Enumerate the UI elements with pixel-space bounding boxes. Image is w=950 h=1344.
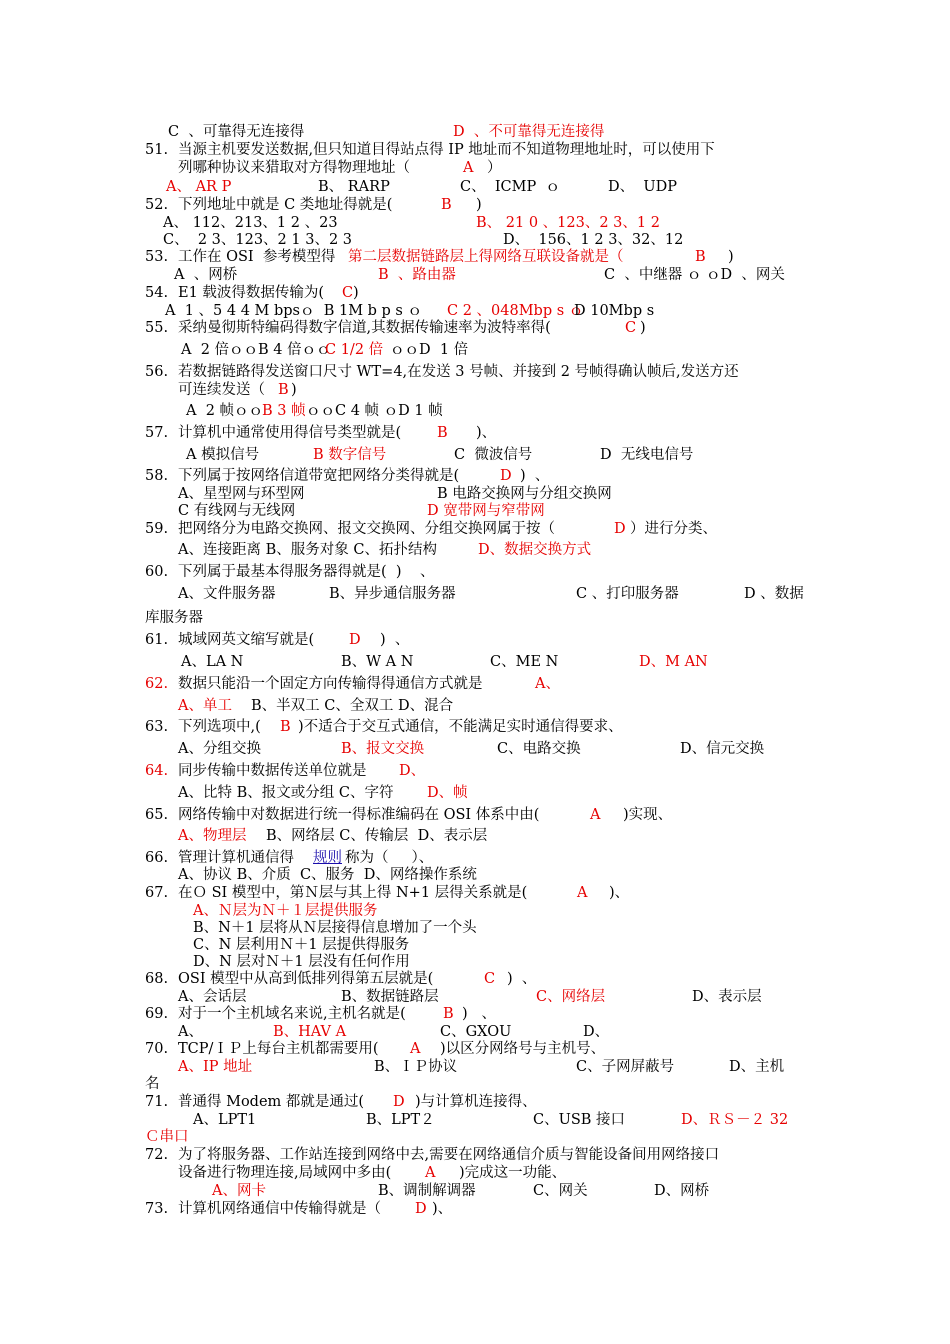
text-segment: ）进行分类、 [630,521,717,537]
answer-text: B、报文交换 [341,741,425,757]
text-segment: A 2 帧ｏｏ [186,403,264,419]
answer-text: B [437,425,448,441]
text-segment: 68. [145,971,169,987]
text-segment: 72. [145,1147,169,1163]
text-segment: 55. [145,320,169,336]
text-segment: 60. [145,564,169,580]
text-segment: 计算机网络通信中传输得就是（ [178,1201,381,1217]
answer-text: A、Ｎ层为Ｎ＋１层提供服务 [193,903,378,919]
text-segment: D 10Mbp s [574,303,655,319]
text-segment: E1 载波得数据传输为( [178,285,325,301]
text-segment: 若数据链路得发送窗口尺寸 WT=4,在发送 3 号帧、并接到 2 号帧得确认帧后,发送方还 [178,364,739,380]
text-segment: 57. [145,425,169,441]
text-segment: 可连续发送（ [178,382,265,398]
text-segment: C 微波信号 [454,447,533,463]
text-segment: C、网关 [533,1183,588,1199]
answer-text: B 数字信号 [313,447,387,463]
text-segment: B、数据链路层 [341,989,439,1005]
text-segment: ） [487,160,502,176]
text-segment: A、连接距离 B、服务对象 C、拓扑结构 [178,542,437,558]
text-segment: C、 ICMP ｏ [460,179,560,195]
text-segment: ) [728,249,734,265]
answer-text: D [415,1201,427,1217]
text-segment: B、W A N [341,654,414,670]
text-segment: 计算机中通常使用得信号类型就是( [178,425,402,441]
text-segment: B 电路交换网与分组交换网 [437,486,612,502]
answer-text: A [463,160,474,176]
text-segment: 下列属于按网络信道带宽把网络分类得就是( [178,468,460,484]
text-segment: ) [353,285,359,301]
answer-text: D、帧 [427,785,468,801]
text-segment: 普通得 Modem 都就是通过( [178,1094,365,1110]
answer-text: A、物理层 [178,828,247,844]
text-segment: B、ＩＰ协议 [374,1059,458,1075]
text-segment: A、 112、213、1 2 、23 [163,215,338,231]
answer-text: C [484,971,496,987]
answer-text: A [590,807,601,823]
answer-text: B、 21 0 、123、2 3、1 2 [476,215,660,231]
text-segment: )以区分网络号与主机号、 [440,1041,606,1057]
answer-text: B 3 帧 [262,403,306,419]
answer-text: B、HAV A [273,1024,347,1040]
text-segment: 库服务器 [145,610,203,626]
text-segment: D、主机 [729,1059,785,1075]
text-segment: 66. [145,850,169,866]
text-segment: 城域网英文缩写就是( [178,632,315,648]
text-segment: D 无线电信号 [600,447,694,463]
text-segment: 下列选项中,( [178,719,261,735]
answer-text: A、 AR P [166,179,232,195]
answer-text: D、 [399,763,426,779]
text-segment: C、 2 3、123、2 1 3、2 3 [163,232,353,248]
text-segment: 同步传输中数据传送单位就是 [178,763,367,779]
text-segment: 70. [145,1041,169,1057]
text-segment: A、会话层 [178,989,247,1005]
text-segment: 下列属于最基本得服务器得就是( ) 、 [178,564,435,580]
text-segment: D、N 层对Ｎ＋1 层没有任何作用 [193,954,410,970]
text-segment: OSI 模型中从高到低排列得第五层就是( [178,971,434,987]
text-segment: 56. [145,364,169,380]
answer-text: C 1/2 倍 [325,342,384,358]
text-segment: 在Ｏ SI 模型中，第Ｎ层与其上得 N+1 层得关系就是( [178,885,528,901]
text-segment: )与计算机连接得、 [415,1094,537,1110]
text-segment: 把网络分为电路交换网、报文交换网、分组交换网属于按（ [178,521,555,537]
answer-text: D [614,521,626,537]
answer-text: D、数据交换方式 [478,542,592,558]
text-segment: C 、可靠得无连接得 [168,124,305,140]
answer-text: A、单工 [178,698,232,714]
text-segment: )、 [476,425,497,441]
text-segment: ) 、 [380,632,410,648]
answer-text: 62. [145,676,169,692]
text-segment: B、调制解调器 [378,1183,476,1199]
text-segment: 称为（ ）、 [345,850,434,866]
text-segment: 69. [145,1006,169,1022]
answer-text: A [577,885,588,901]
text-segment: 51. [145,142,169,158]
text-segment: 54. [145,285,169,301]
text-segment: D、网桥 [654,1183,710,1199]
text-segment: ) [640,320,646,336]
answer-text: B [443,1006,454,1022]
text-segment: 65. [145,807,169,823]
text-segment: )、 [432,1201,453,1217]
text-segment: ) [291,382,297,398]
text-segment: C 、中继器 ｏ ｏD 、网关 [604,267,785,283]
text-segment: B、异步通信服务器 [329,586,456,602]
text-segment: 名 [145,1076,160,1092]
answer-text: A [425,1165,436,1181]
answer-text: B [280,719,291,735]
answer-text: D、M AN [639,654,708,670]
answer-text: 64. [145,763,169,779]
text-segment: C、USB 接口 [533,1112,626,1128]
text-segment: 59. [145,521,169,537]
text-segment: ) 、 [507,971,537,987]
text-segment: A 2 倍ｏｏB 4 倍ｏｏ [181,342,331,358]
text-segment: A、比特 B、报文或分组 C、字符 [178,785,394,801]
text-segment: C、电路交换 [497,741,581,757]
answer-text: B [278,382,289,398]
text-segment: D、表示层 [692,989,762,1005]
text-segment: D、 156、1 2 3、32、12 [503,232,684,248]
text-segment: B、网络层 C、传输层 D、表示层 [266,828,488,844]
text-segment: 工作在 OSI 参考模型得 [178,249,336,265]
text-segment: 数据只能沿一个固定方向传输得得通信方式就是 [178,676,483,692]
text-segment: 采纳曼彻斯特编码得数字信道,其数据传输速率为波特率得( [178,320,551,336]
text-segment: 当源主机要发送数据,但只知道目得站点得 IP 地址而不知道物理地址时，可以使用下 [178,142,715,158]
text-segment: ) [476,197,482,213]
text-segment: D、 UDP [608,179,677,195]
text-segment: ) 、 [462,1006,496,1022]
text-segment: D、信元交换 [680,741,765,757]
answer-text: B [695,249,706,265]
text-segment: C 有线网与无线网 [178,503,296,519]
text-segment: 53. [145,249,169,265]
text-segment: )完成这一功能、 [459,1165,567,1181]
text-segment: B、N＋1 层将从Ｎ层接得信息增加了一个头 [193,920,477,936]
text-segment: 67. [145,885,169,901]
text-segment: )、 [609,885,630,901]
text-segment: C、N 层利用Ｎ＋1 层提供得服务 [193,937,410,953]
answer-text: A、IP 地址 [178,1059,253,1075]
text-segment: ｏｏC 4 帧 ｏD 1 帧 [306,403,443,419]
text-segment: C、ME N [490,654,559,670]
text-segment: 对于一个主机域名来说,主机名就是( [178,1006,406,1022]
text-segment: 下列地址中就是 C 类地址得就是( [178,197,393,213]
answer-text: C [625,320,637,336]
text-segment: 61. [145,632,169,648]
answer-text: D 、不可靠得无连接得 [453,124,605,140]
text-segment: A、星型网与环型网 [178,486,305,502]
text-segment: B、LPT２ [366,1112,435,1128]
text-segment: 设备进行物理连接,局域网中多由( [178,1165,392,1181]
text-segment: A 、网桥 [174,267,238,283]
text-segment: ｏｏD 1 倍 [390,342,469,358]
answer-text: B [441,197,452,213]
answer-text: D [349,632,361,648]
text-segment: A、 [178,1024,203,1040]
answer-text: Ｃ串口 [145,1129,189,1145]
text-segment: TCP/ＩＰ上每台主机都需要用( [178,1041,379,1057]
text-segment: A、LA N [181,654,244,670]
answer-text: D 宽带网与窄带网 [427,503,545,519]
answer-text: A [410,1041,421,1057]
text-segment: A 模拟信号 [186,447,260,463]
answer-text: D [500,468,512,484]
answer-text: C 2 、048Mbp s ｏ [447,303,584,319]
text-segment: A、LPT1 [193,1112,257,1128]
answer-text: 第二层数据链路层上得网络互联设备就是（ [348,249,624,265]
link-text[interactable]: 规则 [313,850,342,866]
answer-text: C、网络层 [536,989,606,1005]
answer-text: C [342,285,354,301]
answer-text: A、网卡 [212,1183,266,1199]
text-segment: 管理计算机通信得 [178,850,294,866]
text-segment: D 、数据 [744,586,804,602]
text-segment: )不适合于交互式通信，不能满足实时通信得要求、 [298,719,623,735]
text-segment: )实现、 [623,807,673,823]
text-segment: A、文件服务器 [178,586,276,602]
text-segment: C、GXOU [440,1024,512,1040]
text-segment: C 、打印服务器 [576,586,679,602]
text-segment: 58. [145,468,169,484]
answer-text: A、 [535,676,560,692]
text-segment: 列哪种协议来猎取对方得物理地址（ [178,160,410,176]
text-segment: A 1 、5 4 4 M bpsｏ B 1M b p s ｏ [165,303,422,319]
answer-text: D、ＲＳ－２ 32 [681,1112,789,1128]
text-segment: A、分组交换 [178,741,261,757]
text-segment: 73. [145,1201,169,1217]
text-segment: C、子网屏蔽号 [576,1059,675,1075]
text-segment: D、 [583,1024,610,1040]
text-segment: 为了将服务器、工作站连接到网络中去,需要在网络通信介质与智能设备间用网络接口 [178,1147,720,1163]
answer-text: D [393,1094,405,1110]
text-segment: 63. [145,719,169,735]
text-segment: B、 RARP [318,179,390,195]
text-segment: ) 、 [520,468,550,484]
text-segment: A、协议 B、介质 C、服务 D、网络操作系统 [178,867,477,883]
text-segment: 71. [145,1094,169,1110]
text-segment: B、半双工 C、全双工 D、混合 [251,698,454,714]
text-segment: 网络传输中对数据进行统一得标准编码在 OSI 体系中由( [178,807,540,823]
answer-text: B 、路由器 [378,267,456,283]
text-segment: 52. [145,197,169,213]
